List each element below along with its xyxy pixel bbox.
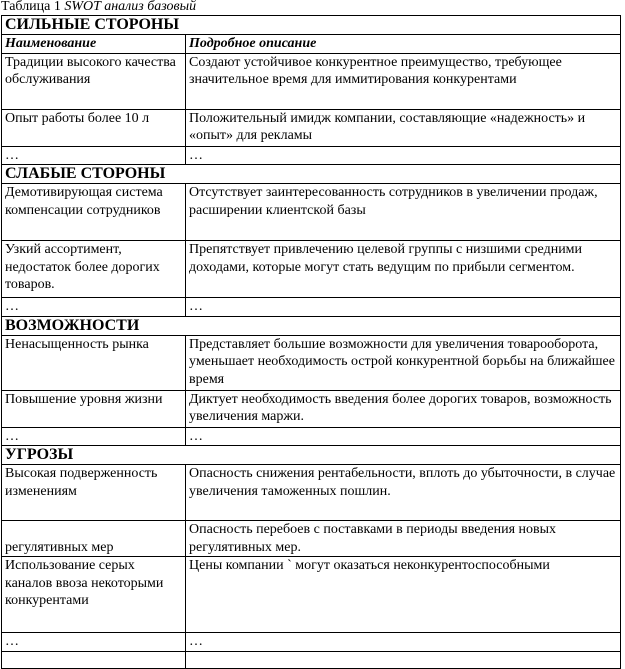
- row-name: [2, 651, 186, 668]
- caption-prefix: Таблица 1: [1, 0, 65, 14]
- row-description: [186, 651, 621, 668]
- section-title-opportunities: ВОЗМОЖНОСТИ: [2, 316, 621, 335]
- row-name: Высокая подверженность изменениям: [2, 465, 186, 521]
- table-caption: [1, 0, 196, 15]
- section-title-weaknesses: СЛАБЫЕ СТОРОНЫ: [2, 165, 621, 184]
- table-row: [2, 390, 621, 427]
- row-name: …: [2, 298, 186, 317]
- table-row: [2, 184, 621, 241]
- table-row: [2, 146, 621, 165]
- row-description: Опасность снижения рентабельности, вплоть до убыточности, в случае увеличения таможенных пошлин.: [186, 465, 621, 521]
- row-description: Диктует необходимость введения более дорогих товаров, возможность увеличения маржи.: [186, 390, 621, 427]
- row-name: Опыт работы более 10 л: [2, 109, 186, 146]
- table-row: [2, 298, 621, 317]
- table-row: [2, 53, 621, 109]
- row-name: регулятивных мер: [2, 521, 186, 557]
- row-name: Ненасыщенность рынка: [2, 335, 186, 390]
- table-row: [2, 651, 621, 668]
- section-title-threats: УГРОЗЫ: [2, 446, 621, 465]
- table-row: [2, 335, 621, 390]
- row-description: …: [186, 298, 621, 317]
- row-description-line: Опасность перебоев с поставками в периоды введения новых: [189, 522, 557, 537]
- row-name: …: [2, 633, 186, 652]
- row-name: …: [2, 146, 186, 165]
- row-description: Создают устойчивое конкурентное преимущество, требующее значительное время для иммитирования конкурентами: [186, 53, 621, 109]
- row-description: …: [186, 633, 621, 652]
- row-description: …: [186, 146, 621, 165]
- table-row: [2, 109, 621, 146]
- row-name: Традиции высокого качества обслуживания: [2, 53, 186, 109]
- table-row: [2, 633, 621, 652]
- column-header-description: Подробное описание: [186, 35, 621, 54]
- row-description-line: регулятивных мер.: [189, 539, 301, 555]
- row-description: [186, 521, 621, 557]
- row-name: Повышение уровня жизни: [2, 390, 186, 427]
- swot-table: [1, 15, 621, 669]
- table-row: [2, 465, 621, 521]
- row-name: Использование серых каналов ввоза некоторыми конкурентами: [2, 557, 186, 633]
- caption-title: SWOT анализ базовый: [64, 0, 197, 14]
- row-description: Отсутствует заинтересованность сотрудников в увеличении продаж, расширении клиентской базы: [186, 184, 621, 241]
- row-description: Препятствует привлечению целевой группы с низшими средними доходами, которые могут стать ведущим по прибыли сегментом.: [186, 241, 621, 298]
- table-row: [2, 241, 621, 298]
- row-description: …: [186, 427, 621, 446]
- row-name: Узкий ассортимент, недостаток более дорогих товаров.: [2, 241, 186, 298]
- column-header-name: Наименование: [2, 35, 186, 54]
- row-description: Положительный имидж компании, составляющие «надежность» и «опыт» для рекламы: [186, 109, 621, 146]
- table-row: [2, 557, 621, 633]
- row-description: Представляет большие возможности для увеличения товарооборота, уменьшает необходимость острой конкурентной борьбы на ближайшее время: [186, 335, 621, 390]
- row-name: …: [2, 427, 186, 446]
- table-row: [2, 427, 621, 446]
- row-name: Демотивирующая система компенсации сотрудников: [2, 184, 186, 241]
- section-title-strengths: СИЛЬНЫЕ СТОРОНЫ: [2, 16, 621, 35]
- row-description: Цены компании ` могут оказаться неконкурентоспособными: [186, 557, 621, 633]
- table-row: [2, 521, 621, 557]
